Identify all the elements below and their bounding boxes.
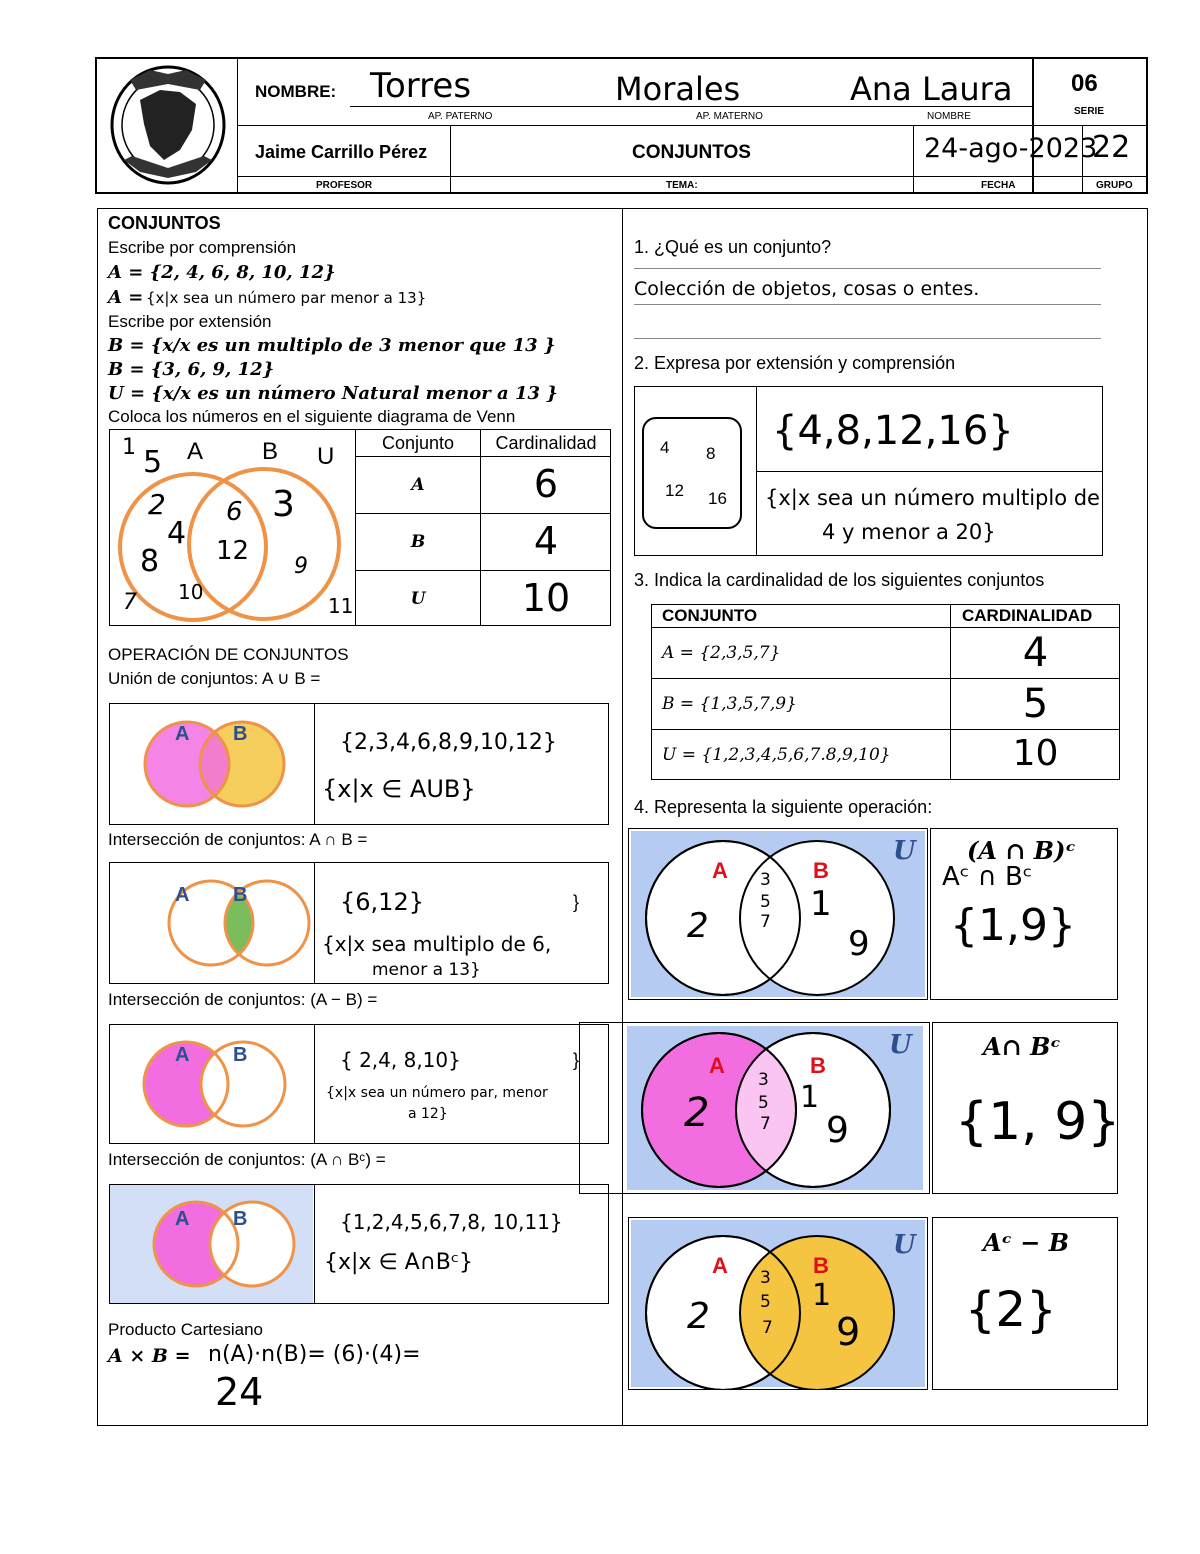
diff-comp-1: {x|x sea un número par, menor [326, 1085, 548, 1101]
card-row-value: 10 [521, 576, 571, 620]
op3-left-num: 2 [687, 1296, 710, 1337]
venn-label-b: B [262, 438, 279, 465]
venn-n2: 2 [148, 488, 166, 521]
op2-title: A∩ Bᶜ [983, 1032, 1061, 1061]
q3-row-set: U = {1,2,3,4,5,6,7.8,9,10} [662, 745, 891, 765]
diff-ext: { 2,4, 8,10} [340, 1048, 461, 1072]
venn-label-a: A [175, 1044, 190, 1066]
op1-work: Aᶜ ∩ Bᶜ [942, 862, 1033, 892]
ap-paterno-value: Torres [370, 66, 472, 106]
fecha-value: 24-ago-2023 [924, 133, 1098, 164]
cartesiano-label: Producto Cartesiano [108, 1320, 263, 1339]
venn-n3: 3 [272, 484, 295, 525]
nombre-label: NOMBRE: [255, 82, 337, 101]
op1-mid-num: 7 [760, 912, 771, 932]
question-4: 4. Representa la siguiente operación: [634, 797, 933, 817]
inter-venn [110, 863, 313, 983]
diff-close: } [573, 1050, 580, 1070]
card-header-value: Cardinalidad [495, 433, 597, 453]
grupo-label: GRUPO [1096, 180, 1133, 191]
op3-title: Aᶜ − B [983, 1228, 1069, 1257]
venn-n11: 11 [328, 594, 354, 618]
op2-b-label: B [810, 1053, 826, 1078]
op2-mid-num: 7 [760, 1114, 771, 1134]
venn-n8: 8 [140, 544, 160, 579]
ap-materno-value: Morales [615, 70, 741, 108]
op3-u-label: U [893, 1230, 916, 1260]
set-u-def: U = {x/x es un número Natural menor a 13 } [108, 383, 558, 404]
set-b-ext: B = {3, 6, 9, 12} [108, 359, 275, 380]
venn-n9: 9 [294, 554, 308, 579]
union-label: Unión de conjuntos: A ∪ B = [108, 669, 321, 688]
inter-comp-1: {x|x sea multiplo de 6, [322, 932, 552, 956]
inter-close: } [573, 892, 580, 912]
venn-n1: 1 [122, 435, 136, 460]
venn-n5: 5 [143, 445, 163, 480]
op3-mid-num: 7 [762, 1318, 773, 1338]
question-2: 2. Expresa por extensión y comprensión [634, 353, 956, 373]
section-title: CONJUNTOS [108, 213, 221, 233]
venn-n6: 6 [226, 497, 243, 527]
venn-label-a: A [175, 1208, 190, 1230]
venn-label-a: A [187, 438, 204, 465]
tema-label: TEMA: [666, 180, 698, 191]
intc-ext: {1,2,4,5,6,7,8, 10,11} [340, 1210, 563, 1234]
venn-label-b: B [233, 1208, 248, 1230]
nombre-sub-label: NOMBRE [927, 111, 971, 122]
question-1-answer: Colección de objetos, cosas o entes. [634, 278, 980, 300]
op1-b-label: B [813, 858, 829, 883]
serie-label: SERIE [1074, 106, 1105, 117]
union-comp: {x|x ∈ AUB} [322, 775, 476, 803]
op2-u-label: U [889, 1030, 912, 1060]
venn-label-b: B [233, 884, 248, 906]
op1-left-num: 2 [687, 906, 709, 946]
venn-label-b: B [233, 1044, 248, 1066]
op1-right-num: 1 [810, 884, 832, 924]
op3-right-num: 1 [812, 1278, 832, 1313]
op1-mid-num: 5 [760, 892, 771, 912]
op3-mid-num: 5 [760, 1292, 771, 1312]
q3-row-value: 10 [1012, 733, 1059, 774]
operacion-title: OPERACIÓN DE CONJUNTOS [108, 645, 349, 664]
intc-venn [110, 1185, 313, 1303]
q3-row-set: B = {1,3,5,7,9} [662, 694, 797, 714]
intc-comp: {x|x ∈ A∩Bᶜ} [324, 1250, 473, 1275]
op2-right-num: 1 [800, 1080, 820, 1115]
question-3: 3. Indica la cardinalidad de los siguientes conjuntos [634, 570, 1045, 590]
venn-instruction: Coloca los números en el siguiente diagrama de Venn [108, 407, 516, 426]
q3-row-value: 5 [1022, 681, 1049, 727]
op1-answer: {1,9} [950, 900, 1076, 951]
q3-row-set: A = {2,3,5,7} [662, 643, 781, 663]
op3-venn [629, 1218, 927, 1389]
comprension-label: Escribe por comprensión [108, 238, 297, 257]
op3-b-label: B [813, 1253, 829, 1278]
union-ext: {2,3,4,6,8,9,10,12} [340, 730, 557, 755]
cartesiano-result: 24 [215, 1370, 264, 1414]
diff-venn [110, 1025, 313, 1143]
op1-a-label: A [712, 858, 728, 883]
university-seal-logo [100, 60, 236, 190]
q2-number: 4 [660, 438, 670, 457]
op2-mid-num: 5 [758, 1093, 769, 1113]
venn-label-a: A [175, 884, 190, 906]
grupo-value: 22 [1092, 130, 1131, 165]
union-venn [110, 704, 313, 824]
set-a-comp-prefix: A = [108, 287, 144, 308]
op1-right-num: 9 [848, 924, 870, 964]
op2-answer: {1, 9} [955, 1092, 1121, 1152]
extension-label: Escribe por extensión [108, 312, 272, 331]
diff-label: Intersección de conjuntos: (A − B) = [108, 990, 378, 1009]
op1-u-label: U [893, 836, 916, 866]
venn-label-a: A [175, 723, 190, 745]
venn-label-u: U [317, 443, 335, 470]
q2-set-shape [642, 417, 742, 529]
set-a-comp: {x|x sea un número par menor a 13} [146, 289, 427, 307]
diff-comp-2: a 12} [408, 1106, 448, 1122]
ap-paterno-label: AP. PATERNO [428, 111, 493, 122]
op3-answer: {2} [965, 1282, 1057, 1338]
inter-comp-2: menor a 13} [372, 960, 481, 980]
venn-label-b: B [233, 723, 248, 745]
venn-n4: 4 [167, 516, 187, 551]
q2-number: 16 [708, 489, 727, 508]
op2-left-num: 2 [684, 1090, 710, 1136]
q2-comp-2: 4 y menor a 20} [822, 520, 996, 544]
op1-title: (A ∩ B)ᶜ [967, 836, 1076, 865]
question-1: 1. ¿Qué es un conjunto? [634, 237, 832, 257]
profesor-value: Jaime Carrillo Pérez [255, 142, 428, 162]
venn-n12: 12 [216, 536, 250, 566]
op2-mid-num: 3 [758, 1070, 769, 1090]
profesor-label: PROFESOR [316, 180, 373, 191]
card-header-set: Conjunto [381, 433, 455, 453]
ap-materno-label: AP. MATERNO [696, 111, 763, 122]
q3-row-value: 4 [1022, 630, 1049, 676]
card-row-value: 6 [533, 462, 559, 506]
op2-a-label: A [709, 1053, 725, 1078]
set-a: A = {2, 4, 6, 8, 10, 12} [108, 262, 336, 283]
op3-right-num: 9 [836, 1310, 861, 1354]
set-b-def: B = {x/x es un multiplo de 3 menor que 13 } [108, 335, 556, 356]
card-row-value: 4 [533, 519, 559, 563]
q2-number: 12 [665, 481, 684, 500]
card-row-set: A [411, 475, 425, 495]
inter-ext: {6,12} [340, 888, 424, 916]
q2-comp-1: {x|x sea un número multiplo de [765, 486, 1100, 510]
op2-right-num: 9 [826, 1110, 849, 1151]
tema-value: CONJUNTOS [632, 142, 751, 163]
cartesiano-expr: A × B = [108, 1345, 191, 1367]
fecha-label: FECHA [981, 180, 1016, 191]
op1-mid-num: 3 [760, 870, 771, 890]
op2-venn [625, 1024, 925, 1192]
venn-n10: 10 [178, 580, 204, 604]
q3-header-set: CONJUNTO [662, 606, 758, 625]
nombre-value: Ana Laura [850, 70, 1013, 108]
q3-header-value: CARDINALIDAD [962, 606, 1093, 625]
cartesiano-hw: n(A)·n(B)= (6)·(4)= [208, 1342, 421, 1367]
op3-a-label: A [712, 1253, 728, 1278]
op1-venn [629, 829, 927, 999]
q2-ext: {4,8,12,16} [772, 408, 1014, 454]
serie-value: 06 [1071, 70, 1098, 97]
inter-label: Intersección de conjuntos: A ∩ B = [108, 830, 368, 849]
card-row-set: U [410, 589, 426, 609]
card-row-set: B [410, 532, 426, 552]
intc-label: Intersección de conjuntos: (A ∩ Bᶜ) = [108, 1150, 386, 1169]
op3-mid-num: 3 [760, 1268, 771, 1288]
venn-n7: 7 [123, 590, 137, 615]
q2-number: 8 [706, 444, 716, 463]
